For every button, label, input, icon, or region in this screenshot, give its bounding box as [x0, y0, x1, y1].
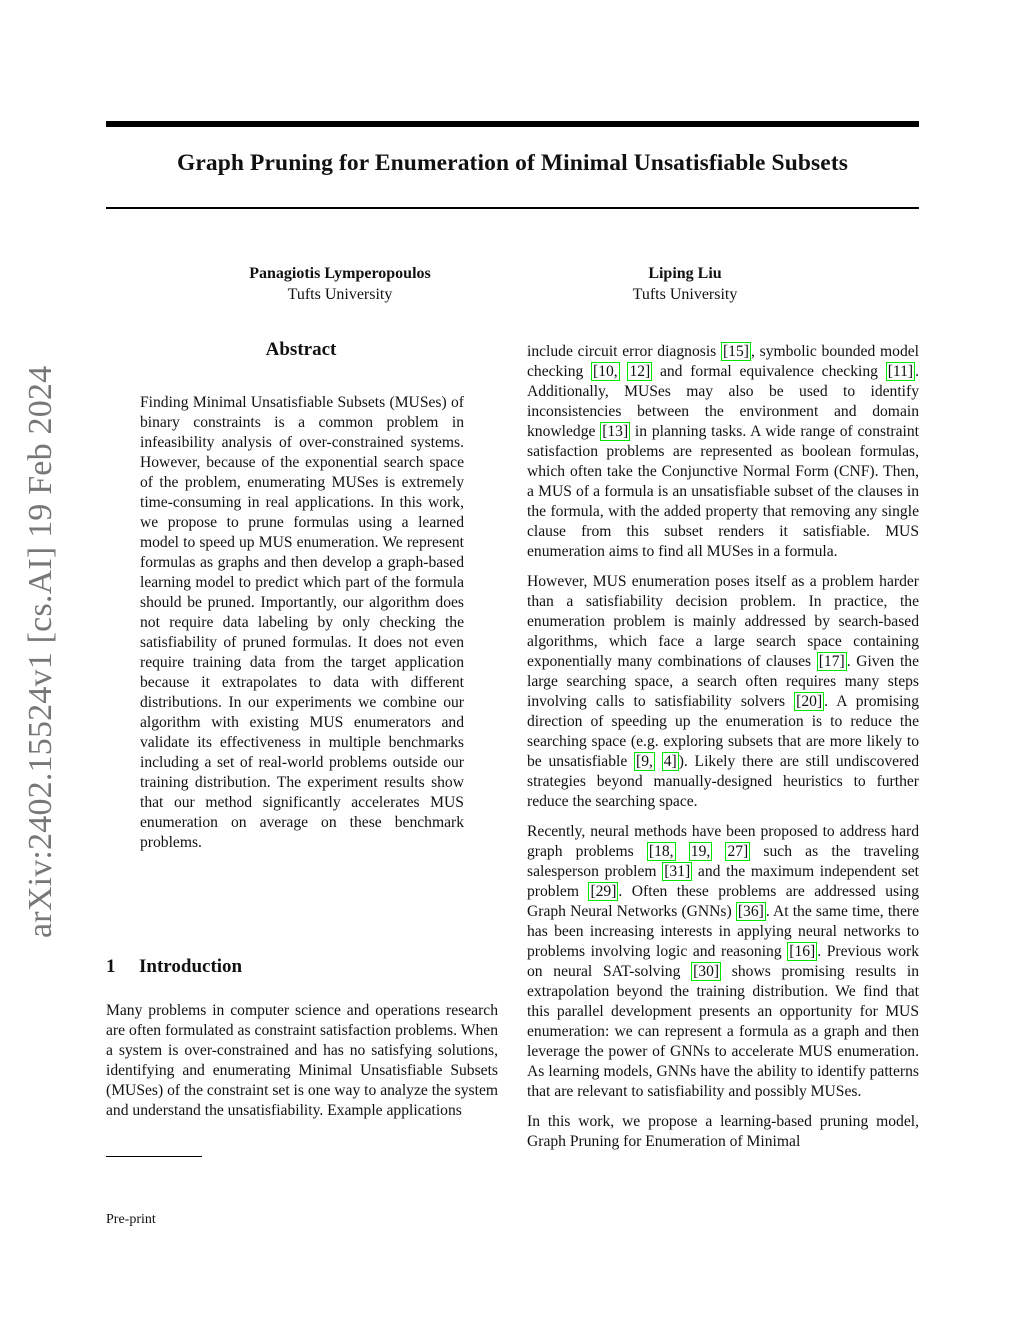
citation-link[interactable]: 12] [629, 363, 651, 380]
text-run [676, 843, 689, 860]
citation-link[interactable]: [29] [590, 883, 617, 900]
citation-link[interactable]: [18, [648, 843, 674, 860]
abstract-heading: Abstract [265, 339, 337, 360]
citation-link[interactable]: [20] [796, 693, 823, 710]
citation-link[interactable]: [9, [636, 753, 653, 770]
citation-link[interactable]: [30] [693, 963, 720, 980]
abstract-text: Finding Minimal Unsatisfiable Subsets (MUSes) of binary constraints is a common problem in infeasibility analysis of over-constrained systems. However, because of the exponential search space of the problem, enumerating MUSes is extremely time-consuming in real applications. In this work, we propose to prune formulas using a learned model to speed up MUS enumeration. We represent formulas as graphs and then develop a graph-based learning model to predict which part of the formula should be pruned. Importantly, our algorithm does not require data labeling by only checking the satisfiability of pruned formulas. It does not even require training data from the target application because it extrapolates to data with different distributions. In our experiments we combine our algorithm with existing MUS enumerators and validate its effectiveness in multiple benchmarks including a set of real-world problems outside our training distribution. The experiment results show that our method significantly accelerates MUS enumeration on average on these benchmark problems. [140, 394, 464, 851]
citation-link[interactable]: [16] [789, 943, 816, 960]
citation-link[interactable]: 4] [663, 753, 677, 770]
preprint-label: Pre-print [106, 1212, 156, 1227]
paragraph [527, 1112, 919, 1152]
paragraph [527, 822, 919, 1102]
citation-link[interactable]: [15] [722, 343, 749, 360]
text-run: . A promising direction of speeding up the enumeration is to reduce the searching space (e.g. exploring subsets that are more likely to be unsatisfiable [527, 693, 920, 770]
text-run: . Previous work on neural SAT-solving [527, 943, 920, 980]
text-run: include circuit error diagnosis [527, 343, 721, 360]
title-bottom-rule [106, 207, 919, 209]
citation-link[interactable]: [17] [818, 653, 845, 670]
paragraph [527, 342, 919, 562]
text-run: shows promising results in extrapolation beyond the training distribution. We find that this parallel development presents an opportunity for MUS enumeration: we can represent a formula as a graph and then leverage the power of GNNs to accelerate MUS enumeration. As learning models, GNNs have the ability to identify patterns that are relevant to satisfiability and possibly MUSes. [527, 963, 919, 1100]
section-heading-introduction [106, 956, 242, 978]
text-run [712, 843, 725, 860]
text-run: Recently, neural methods have been proposed to address hard graph problems [527, 823, 919, 860]
text-run: . Often these problems are addressed using Graph Neural Networks (GNNs) [527, 883, 919, 920]
text-run: , symbolic bounded model checking [527, 343, 920, 380]
text-run: in planning tasks. A wide range of constraint satisfaction problems are represented as boolean formulas, which often take the Conjunctive Normal Form (CNF). Then, a MUS of a formula is an unsatisfiable subset of the clauses in the formula, with the added property that removing any single clause from this subset renders it satisfiable. MUS enumeration aims to find all MUSes in a formula. [527, 423, 919, 560]
text-run: . Given the large searching space, a search often requires many steps involving calls to satisfiability solvers [527, 653, 919, 710]
citation-link[interactable]: [11] [887, 363, 914, 380]
text-run: In this work, we propose a learning-based pruning model, Graph Pruning for Enumeration of Minimal [527, 1113, 919, 1150]
section-number: 1 [106, 956, 116, 977]
text-run: However, MUS enumeration poses itself as a problem harder than a satisfiability decision problem. In practice, the enumeration problem is mainly addressed by search-based algorithms, which face a large search space containing exponentially many combinations of clauses [527, 573, 919, 670]
title-top-rule [106, 121, 919, 127]
citation-link[interactable]: [10, [593, 363, 618, 380]
author-affiliation: Tufts University [287, 286, 393, 303]
author-block-2 [535, 263, 835, 305]
author-name: Panagiotis Lymperopoulos [249, 265, 431, 282]
text-run: and formal equivalence checking [652, 363, 886, 380]
right-column [527, 342, 919, 1162]
citation-link[interactable]: [13] [602, 423, 629, 440]
author-block-1 [190, 263, 490, 305]
section-title: Introduction [139, 956, 243, 977]
citation-link[interactable]: [36] [737, 903, 764, 920]
paper-title: Graph Pruning for Enumeration of Minimal Unsatisfiable Subsets [176, 150, 848, 176]
introduction-text: Many problems in computer science and operations research are often formulated as constraint satisfaction problems. When a system is over-constrained and has no satisfying solutions, identifying and enumerating Minimal Unsatisfiable Subsets (MUSes) of the constraint set is one way to analyze the system and understand the unsatisfiability. Example applications [106, 1002, 498, 1119]
paragraph [527, 572, 919, 812]
text-run: such as the traveling salesperson problem [527, 843, 919, 880]
text-run [655, 753, 662, 770]
text-run: ). Likely there are still undiscovered strategies beyond manually-designed heuristics to further reduce the searching space. [527, 753, 919, 810]
text-run: and the maximum independent set problem [527, 863, 919, 900]
citation-link[interactable]: 27] [727, 843, 749, 860]
author-affiliation: Tufts University [632, 286, 738, 303]
footnote-rule [106, 1156, 202, 1157]
citation-link[interactable]: [31] [664, 863, 691, 880]
citation-link[interactable]: 19, [690, 843, 711, 860]
text-run: . At the same time, there has been increasing interests in applying neural networks to problems involving logic and reasoning [527, 903, 920, 960]
author-name: Liping Liu [648, 265, 722, 282]
arxiv-stamp: arXiv:2402.15524v1 [cs.AI] 19 Feb 2024 [22, 365, 59, 938]
text-run: . Additionally, MUSes may also be used to identify inconsistencies between the environment and domain knowledge [527, 363, 919, 440]
